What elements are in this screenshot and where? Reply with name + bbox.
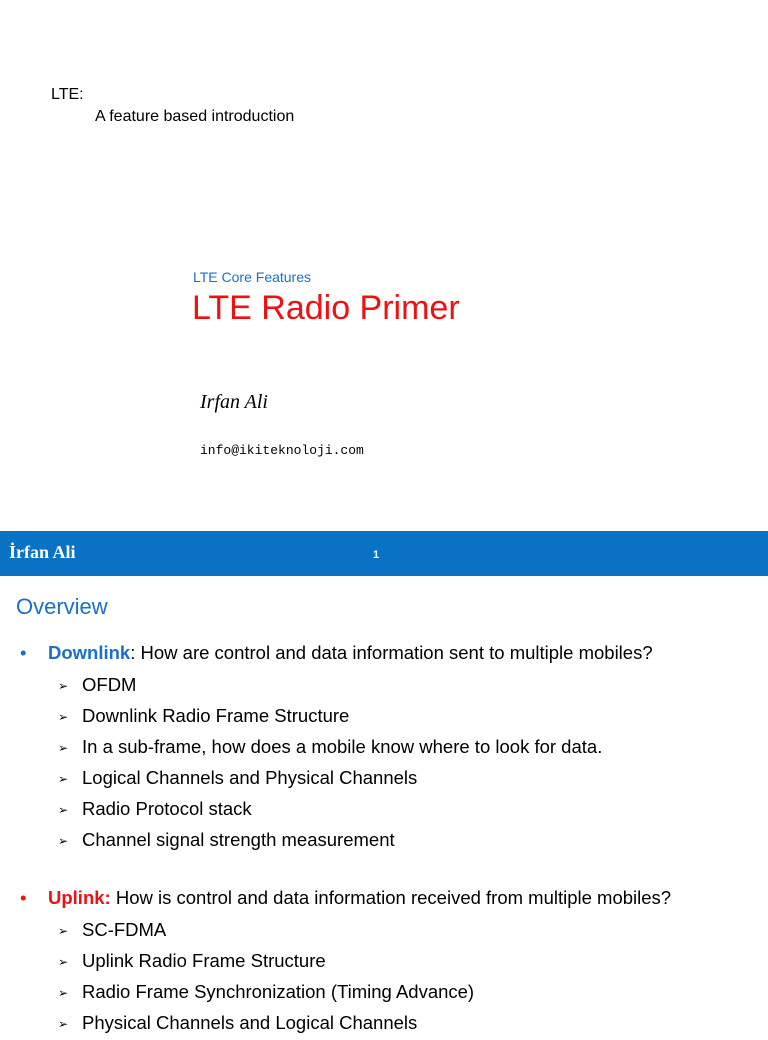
list-item: ➢ Uplink Radio Frame Structure — [58, 945, 474, 976]
bullet-keyword: Downlink — [48, 642, 131, 663]
footer-band — [0, 531, 768, 576]
bullet-keyword: Uplink: — [48, 887, 111, 908]
cover-label: LTE: — [51, 86, 84, 103]
uplink-sublist — [58, 914, 474, 1038]
list-item: ➢ OFDM — [58, 669, 602, 700]
author-name: Irfan Ali — [200, 391, 268, 413]
downlink-sublist — [58, 669, 602, 855]
arrowhead-bullet-icon: ➢ — [58, 1016, 69, 1031]
arrowhead-bullet-icon: ➢ — [58, 771, 69, 786]
page-number: 1 — [373, 549, 380, 561]
overview-heading: Overview — [16, 594, 108, 619]
arrowhead-bullet-icon: ➢ — [58, 709, 69, 724]
list-item: ➢ Logical Channels and Physical Channels — [58, 762, 602, 793]
list-item: ➢ Physical Channels and Logical Channels — [58, 1007, 474, 1038]
series-label: LTE Core Features — [193, 269, 312, 285]
arrowhead-bullet-icon: ➢ — [58, 833, 69, 848]
arrowhead-bullet-icon: ➢ — [58, 985, 69, 1000]
bullet-text: : How are control and data information sent to multiple mobiles? — [130, 642, 653, 663]
list-item: ➢ Radio Protocol stack — [58, 793, 602, 824]
list-item: ➢ Radio Frame Synchronization (Timing Advance) — [58, 976, 474, 1007]
arrowhead-bullet-icon: ➢ — [58, 923, 69, 938]
bullet-dot-icon: • — [20, 642, 27, 663]
footer-author: İrfan Ali — [9, 542, 76, 562]
author-email: info@ikiteknoloji.com — [200, 443, 364, 458]
bullet-uplink — [20, 887, 671, 909]
list-item: ➢ Downlink Radio Frame Structure — [58, 700, 602, 731]
list-item: ➢ SC-FDMA — [58, 914, 474, 945]
bullet-dot-icon: • — [20, 887, 27, 908]
arrowhead-bullet-icon: ➢ — [58, 802, 69, 817]
bullet-text: How is control and data information received from multiple mobiles? — [110, 887, 672, 908]
arrowhead-bullet-icon: ➢ — [58, 678, 69, 693]
bullet-downlink — [20, 642, 653, 664]
arrowhead-bullet-icon: ➢ — [58, 740, 69, 755]
list-item: ➢ In a sub-frame, how does a mobile know where to look for data. — [58, 731, 602, 762]
slide-title: LTE Radio Primer — [192, 289, 460, 327]
cover-subtitle: A feature based introduction — [95, 108, 295, 125]
list-item: ➢ Channel signal strength measurement — [58, 824, 602, 855]
arrowhead-bullet-icon: ➢ — [58, 954, 69, 969]
